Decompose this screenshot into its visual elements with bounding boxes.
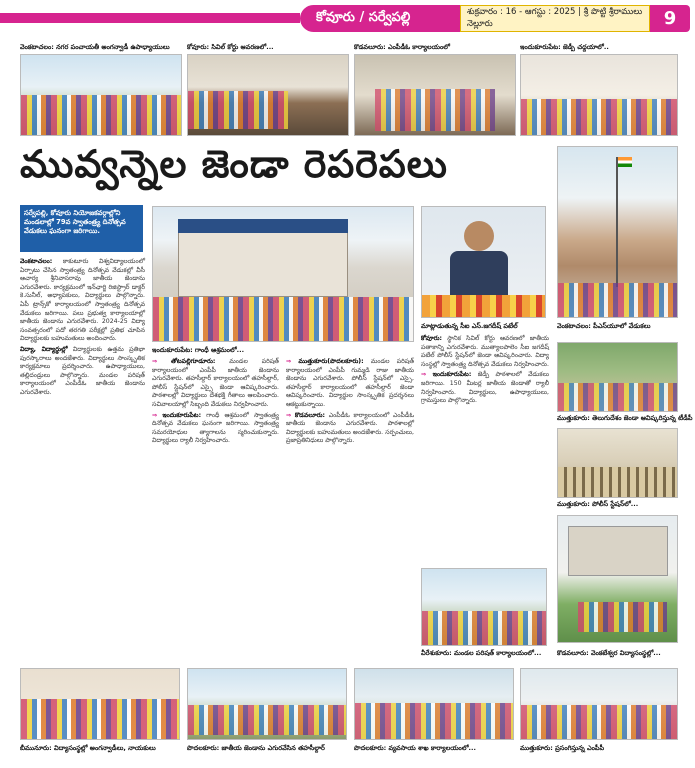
photo-caption: పొదలకూరు: వ్యవసాయ శాఖ కార్యాలయంలో... [354,744,476,752]
photo-caption: వెంకటాచలం: పీఎస్‌యూలో వేడుకలు [557,322,651,330]
news-photo [421,206,546,318]
subheading: కోవూరు: [421,335,443,342]
news-photo [354,54,516,136]
article-text: జెడ్పీ పాఠశాలలో వేడుకలు జరిగాయి. 150 మీటర్ల జాతీయ జెండాతో ర్యాలీ నిర్వహించారు. విద్యార్థులు, ఉపాధ్యాయులు, గ్రామస్తులు పాల్గొన్నారు. [421,371,550,405]
photo-caption: పొదలకూరు: జాతీయ జెండాను ఎగురవేసిన తహసీల్దార్ [187,744,325,752]
page-number: 9 [650,5,690,32]
photo-caption: బీమునూరు: విద్యాసంస్థల్లో అంగన్వాడీలు, నాయకులు [20,744,156,752]
photo-caption: కోవూరు: సివిల్ కోర్టు ఆవరణలో... [187,43,274,51]
photo-caption: వెంకటాచలం: నగర పంచాయతీ అంగన్వాడీ ఉపాధ్యాయులు [20,43,170,51]
issue-date: శుక్రవారం : 16 - ఆగస్టు : 2025 | శ్రీ పొట్టి శ్రీరాములు నెల్లూరు [460,5,650,32]
news-photo [520,668,678,740]
article-text: కాకుటూరు విశ్వవిద్యాలయంలో ఏర్పాటు చేసిన స్వాతంత్ర్య దినోత్సవ వేడుకల్లో వీసీ ఆచార్య శ్రీనివాసరావు జాతీయ జెండాను ఎగురవేశారు. కార్యక్రమంలో ఇన్‌ఛార్జి రిజిస్ట్రార్ డాక్టర్ కె.సునీల్, అధ్యాపకులు, విద్యార్థులు పాల్గొన్నారు. ఏపీ ట్రాన్స్‌కో కార్యాలయంలో స్వాతంత్ర్య దినోత్సవ వేడుకలు జరిగాయి. పలు ప్రభుత్వ కార్యాలయాల్లో జాతీయ జెండాను ఎగురవేశారు. 2024-25 విద్యా సంవత్సరంలో పదో తరగతి పరీక్షల్లో ప్రతిభ చూపిన విద్యార్థులకు బహుమతులు అందించారు. [20,258,146,343]
article-text: మండల పరిషత్ కార్యాలయంలో ఎంపీపీ గుమ్మడి రాజు జాతీయ జెండాను ఎగురవేశారు. పోలీస్ స్టేషన్‌లో ఎస్సై, తహసీల్దార్ కార్యాలయంలో తహసీల్దార్ జెండా ఆవిష్కరించారు. విద్యార్థుల సాంస్కృతిక ప్రదర్శనలు ఆకట్టుకున్నాయి. [286,358,415,408]
photo-caption: ముత్తుకూరు: ప్రసంగిస్తున్న ఎంపీపీ [520,744,605,752]
article-text: విద్యార్థులకు ఉత్తమ ప్రతిభా పురస్కారాలు అందజేశారు. విద్యార్థులు సాంస్కృతిక కార్యక్రమాలు ప్రదర్శించారు. ఉపాధ్యాయులు, తల్లిదండ్రులు పాల్గొన్నారు. మండల పరిషత్ కార్యాలయంలో ఎంపీడీఓ జాతీయ జెండాను ఎగురవేశారు. [20,345,145,396]
news-photo [20,668,180,740]
photo-caption: ముత్తుకూరు: తెలుగుదేశం జెండా ఆవిష్కరిస్తున్న టీడీపీ [557,414,693,422]
subheading: ఇందుకూరుపేట: [162,411,202,419]
news-photo [520,54,678,136]
news-photo [557,428,678,498]
photo-caption: మాట్లాడుతున్న సీఐ ఎస్.జగదీష్ పటేల్ [421,322,518,330]
article-column: ⇒ తోటపల్లిగూడూరు: మండల పరిషత్ కార్యాలయంలో ఎంపీపీ జాతీయ జెండాను ఎగురవేశారు. తహసీల్దార్ కార్యాలయంలో తహసీల్దార్, పోలీస్ స్టేషన్‌లో ఎస్సై జెండా ఆవిష్కరించారు. పాఠశాలల్లో విద్యార్థులు దేశభక్తి గీతాలు ఆలపించారు. సచివాలయాల్లో సిబ్బంది వేడుకలు నిర్వహించారు. ⇒ ఇందుకూరుపేట: గాంధీ ఆశ్రమంలో స్వాతంత్ర్య దినోత్సవ వేడుకలు ఘనంగా జరిగాయి. స్వాతంత్ర్య సమరయోధుల త్యాగాలను స్మరించుకున్నారు. విద్యార్థులు ర్యాలీ నిర్వహించారు. [152,358,280,445]
photo-caption: ఇందుకూరుపేట: జెడ్పీ చద్దయాలో.. [520,43,609,51]
subheading: విద్యా, విద్యార్థుల్లో [20,345,68,353]
photo-caption: కొడవలూరు: ఎంపీడీఓ కార్యాలయంలో [354,43,450,51]
news-photo [20,54,182,136]
subheading: వెంకటాచలం: [20,258,53,265]
news-photo [152,206,414,342]
header-rule [0,13,300,23]
intro-box: సర్వేపల్లి, కోవూరు నియోజకవర్గాల్లోని మండలాల్లో 79వ స్వాతంత్ర్య దినోత్సవ వేడుకలు ఘనంగా జరిగాయి. [20,205,143,252]
photo-caption: వీరేశుకూరు: మండల పరిషత్ కార్యాలయంలో... [421,649,542,657]
article-column [20,258,145,658]
news-photo [557,515,678,643]
page-headline: మువ్వన్నెల జెండా రెపరెపలు [20,142,448,186]
subheading: ముత్తుకూరు(పొదలకూరు): [298,358,364,365]
subheading: ఇందుకూరుపేట: [432,371,472,379]
news-photo [557,146,678,318]
news-photo [354,668,514,740]
photo-caption: ముత్తుకూరు: పోలీస్ స్టేషన్‌లో... [557,500,639,508]
subheading: తోటపల్లిగూడూరు: [171,358,216,365]
photo-caption: ఇందుకూరుపేట: గాంధీ ఆశ్రమంలో... [152,346,245,354]
article-text: గాంధీ ఆశ్రమంలో స్వాతంత్ర్య దినోత్సవ వేడుకలు ఘనంగా జరిగాయి. స్వాతంత్ర్య సమరయోధుల త్యాగాలను స్మరించుకున్నారు. విద్యార్థులు ర్యాలీ నిర్వహించారు. [152,411,280,445]
subheading: కొడవలూరు: [294,411,326,419]
flag-icon [618,157,632,167]
article-column: కోవూరు: స్థానిక సివిల్ కోర్టు ఆవరణలో జాతీయ పతాకాన్ని ఎగురవేశారు. ముత్యాలపాలెం సీఐ జగదీష్ పటేల్ పోలీస్ స్టేషన్‌లో జెండా ఆవిష్కరించారు. విద్యా సంస్థల్లో స్వాతంత్ర్య దినోత్సవ వేడుకలు నిర్వహించారు. ⇒ ఇందుకూరుపేట: జెడ్పీ పాఠశాలలో వేడుకలు జరిగాయి. 150 మీటర్ల జాతీయ జెండాతో ర్యాలీ నిర్వహించారు. విద్యార్థులు, ఉపాధ్యాయులు, గ్రామస్తులు పాల్గొన్నారు. [421,335,550,405]
news-photo [187,54,349,136]
article-text: ఎంపీడీఓ కార్యాలయంలో ఎంపీడీఓ జాతీయ జెండాను ఎగురవేశారు. పాఠశాలల్లో విద్యార్థులకు బహుమతులు అందజేశారు. సర్పంచులు, ప్రజాప్రతినిధులు పాల్గొన్నారు. [286,411,415,445]
article-text: మండల పరిషత్ కార్యాలయంలో ఎంపీపీ జాతీయ జెండాను ఎగురవేశారు. తహసీల్దార్ కార్యాలయంలో తహసీల్దార్, పోలీస్ స్టేషన్‌లో ఎస్సై జెండా ఆవిష్కరించారు. పాఠశాలల్లో విద్యార్థులు దేశభక్తి గీతాలు ఆలపించారు. సచివాలయాల్లో సిబ్బంది వేడుకలు నిర్వహించారు. [152,358,279,408]
article-text: స్థానిక సివిల్ కోర్టు ఆవరణలో జాతీయ పతాకాన్ని ఎగురవేశారు. ముత్యాలపాలెం సీఐ జగదీష్ పటేల్ పోలీస్ స్టేషన్‌లో జెండా ఆవిష్కరించారు. విద్యా సంస్థల్లో స్వాతంత్ర్య దినోత్సవ వేడుకలు నిర్వహించారు. [421,335,549,368]
photo-caption: కొడవలూరు: వెంకటేశ్వర విద్యాసంస్థల్లో... [557,649,661,657]
news-photo [421,568,547,646]
flag-pole [616,157,618,287]
page-header [0,0,695,38]
news-photo [187,668,347,740]
article-column: ⇒ ముత్తుకూరు(పొదలకూరు): మండల పరిషత్ కార్యాలయంలో ఎంపీపీ గుమ్మడి రాజు జాతీయ జెండాను ఎగురవేశారు. పోలీస్ స్టేషన్‌లో ఎస్సై, తహసీల్దార్ కార్యాలయంలో తహసీల్దార్ జెండా ఆవిష్కరించారు. విద్యార్థుల సాంస్కృతిక ప్రదర్శనలు ఆకట్టుకున్నాయి. ⇒ కొడవలూరు: ఎంపీడీఓ కార్యాలయంలో ఎంపీడీఓ జాతీయ జెండాను ఎగురవేశారు. పాఠశాలల్లో విద్యార్థులకు బహుమతులు అందజేశారు. సర్పంచులు, ప్రజాప్రతినిధులు పాల్గొన్నారు. [286,358,415,445]
section-title: కోవూరు / సర్వేపల్లి [300,5,460,32]
news-photo [557,342,678,412]
